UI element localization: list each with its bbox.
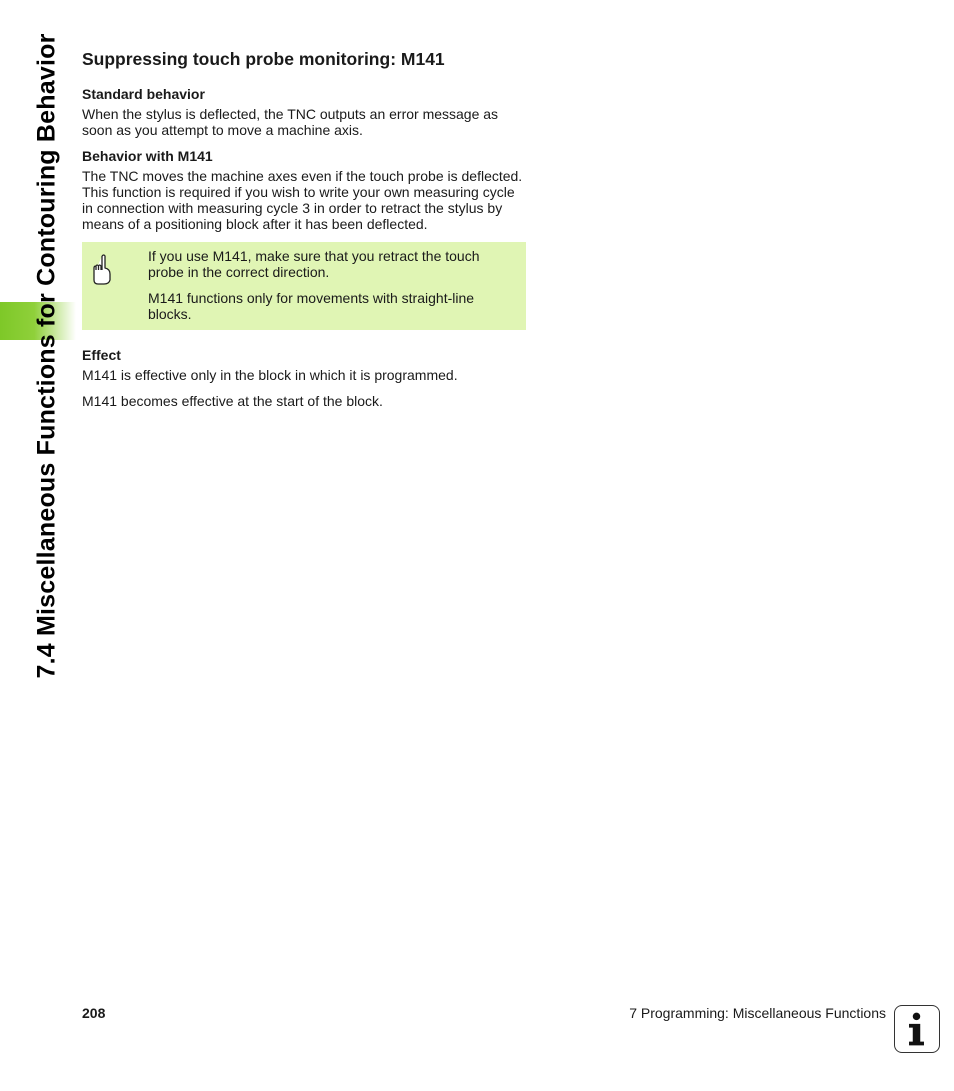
info-icon — [894, 1005, 940, 1053]
main-content — [82, 48, 526, 419]
section-text-m141: The TNC moves the machine axes even if the touch probe is deflected. This function is required if you wish to write your own measuring cycle in connection with measuring cycle 3 in order to retract the stylus by means of a positioning block after it has been deflected. — [82, 168, 523, 232]
section-title-vertical: 7.4 Miscellaneous Functions for Contouring Behavior — [32, 33, 61, 679]
section-heading-effect: Effect — [82, 347, 121, 363]
note-line-2: M141 functions only for movements with straight-line blocks. — [148, 290, 475, 322]
section-heading-m141: Behavior with M141 — [82, 148, 213, 164]
note-line-1: If you use M141, make sure that you retract the touch probe in the correct direction. — [148, 248, 480, 280]
chapter-title: 7 Programming: Miscellaneous Functions — [629, 1005, 886, 1021]
section-heading-standard: Standard behavior — [82, 86, 205, 102]
note-box — [82, 242, 526, 330]
pointing-hand-icon — [90, 254, 116, 286]
section-text-standard: When the stylus is deflected, the TNC outputs an error message as soon as you attempt to move a machine axis. — [82, 106, 499, 138]
effect-line-1: M141 is effective only in the block in which it is programmed. — [82, 367, 458, 383]
page-heading: Suppressing touch probe monitoring: M141 — [82, 49, 445, 69]
page-number: 208 — [82, 1005, 106, 1021]
effect-line-2: M141 becomes effective at the start of the block. — [82, 393, 383, 409]
